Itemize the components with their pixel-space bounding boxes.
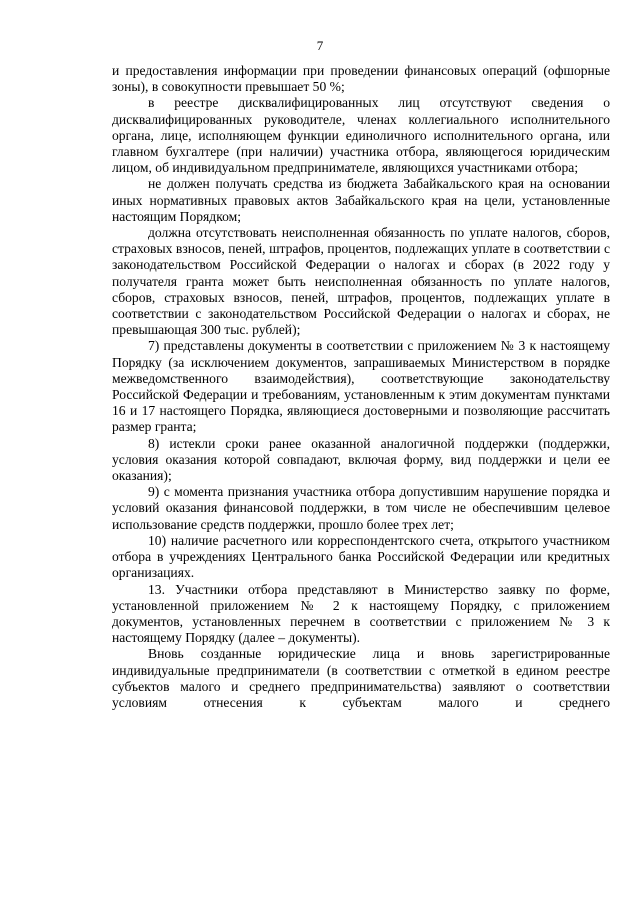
paragraph-item-7: 7) представлены документы в соответствии с приложением № 3 к настоящему Порядку (за исключением документов, запрашиваемых Министерством в порядке межведомственного взаимодействия), соответствующие законодательству Российской Федерации и требованиям, установленным к этим документам пунктами 16 и 17 настоящего Порядка, являющиеся достоверными и позволяющие рассчитать размер гранта;: [112, 338, 610, 435]
paragraph-new-entities: Вновь созданные юридические лица и вновь зарегистрированные индивидуальные предприниматели (в соответствии с отметкой в едином реестре субъектов малого и среднего предпринимательства) заявляют о соответствии условиям отнесения к субъектам малого и среднего: [112, 646, 610, 710]
paragraph-budget-funds: не должен получать средства из бюджета Забайкальского края на основании иных нормативных правовых актов Забайкальского края на цели, установленные настоящим Порядком;: [112, 176, 610, 224]
paragraph-offshore-continuation: и предоставления информации при проведении финансовых операций (офшорные зоны), в совокупности превышает 50 %;: [112, 63, 610, 95]
paragraph-disqualified-persons: в реестре дисквалифицированных лиц отсутствуют сведения о дисквалифицированных руководителе, членах коллегиального исполнительного органа, лице, исполняющем функции единоличного исполнительного органа, или главном бухгалтере (при наличии) участника отбора, являющегося юридическим лицом, об индивидуальном предпринимателе, являющихся участниками отбора;: [112, 95, 610, 176]
paragraph-clause-13: 13. Участники отбора представляют в Министерство заявку по форме, установленной приложением № 2 к настоящему Порядку, с приложением документов, установленных перечнем в соответствии с приложением № 3 к настоящему Порядку (далее – документы).: [112, 581, 610, 646]
paragraph-item-9: 9) с момента признания участника отбора допустившим нарушение порядка и условий оказания финансовой поддержки, в том числе не обеспечившим целевое использование средств поддержки, прошло более трех лет;: [112, 484, 610, 532]
paragraph-tax-obligations: должна отсутствовать неисполненная обязанность по уплате налогов, сборов, страховых взносов, пеней, штрафов, процентов, подлежащих уплате в соответствии с законодательством Российской Федерации о налогах и сборах (в 2022 году у получателя гранта может быть неисполненная обязанность по уплате налогов, сборов, страховых взносов, пеней, штрафов, процентов, подлежащих уплате в соответствии с законодательством Российской Федерации о налогах и сборах, не превышающая 300 тыс. рублей);: [112, 225, 610, 338]
paragraph-item-10: 10) наличие расчетного или корреспондентского счета, открытого участником отбора в учреждениях Центрального банка Российской Федерации или кредитных организациях.: [112, 532, 610, 581]
page-number: 7: [316, 38, 324, 53]
paragraph-item-8: 8) истекли сроки ранее оказанной аналогичной поддержки (поддержки, условия оказания которой совпадают, включая форму, вид поддержки и цели ее оказания);: [112, 435, 610, 484]
document-body: [112, 63, 610, 711]
